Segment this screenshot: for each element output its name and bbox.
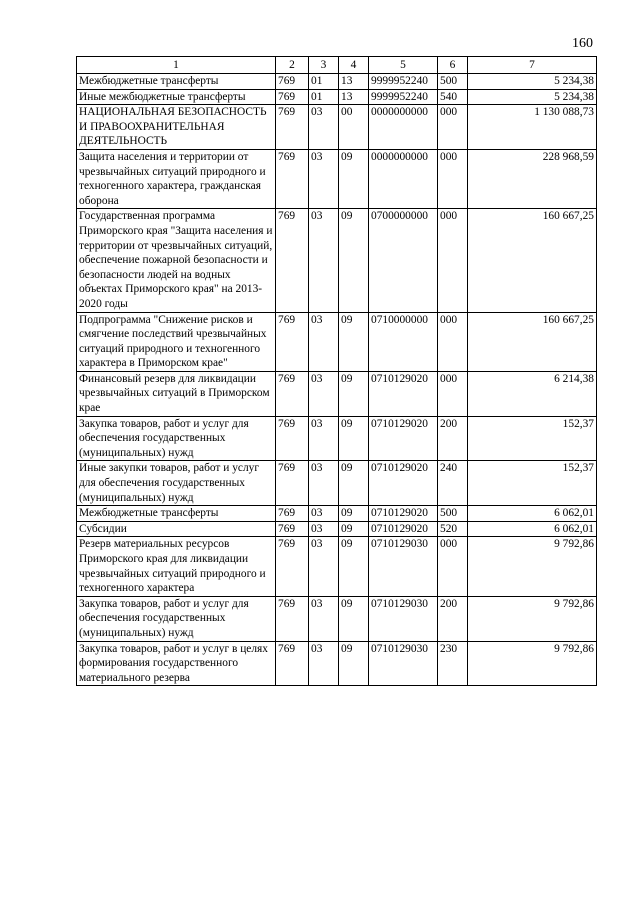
table-row xyxy=(77,105,597,150)
row-pr: 09 xyxy=(339,641,369,686)
row-vr: 240 xyxy=(438,461,468,506)
row-vr: 540 xyxy=(438,89,468,105)
row-csr: 0710129020 xyxy=(369,521,438,537)
row-csr: 0710129020 xyxy=(369,371,438,416)
row-amount: 6 062,01 xyxy=(468,506,597,522)
table-row xyxy=(77,416,597,461)
table-row xyxy=(77,521,597,537)
row-vr: 000 xyxy=(438,537,468,596)
row-csr: 9999952240 xyxy=(369,89,438,105)
row-amount: 5 234,38 xyxy=(468,74,597,90)
header-col-5: 5 xyxy=(369,57,438,74)
row-rz: 01 xyxy=(309,89,339,105)
row-name: Межбюджетные трансферты xyxy=(77,506,276,522)
row-csr: 0710129030 xyxy=(369,596,438,641)
row-amount: 152,37 xyxy=(468,416,597,461)
row-ved: 769 xyxy=(276,312,309,371)
row-csr: 0710000000 xyxy=(369,312,438,371)
row-pr: 09 xyxy=(339,371,369,416)
row-rz: 03 xyxy=(309,149,339,208)
row-pr: 09 xyxy=(339,312,369,371)
header-col-2: 2 xyxy=(276,57,309,74)
row-csr: 0710129020 xyxy=(369,461,438,506)
table-row xyxy=(77,371,597,416)
row-amount: 160 667,25 xyxy=(468,209,597,312)
row-ved: 769 xyxy=(276,371,309,416)
row-rz: 01 xyxy=(309,74,339,90)
row-pr: 00 xyxy=(339,105,369,150)
row-ved: 769 xyxy=(276,209,309,312)
row-amount: 9 792,86 xyxy=(468,596,597,641)
row-name: Резерв материальных ресурсов Приморского края для ликвидации чрезвычайных ситуаций природного и техногенного характера xyxy=(77,537,276,596)
row-rz: 03 xyxy=(309,312,339,371)
row-vr: 500 xyxy=(438,74,468,90)
row-csr: 9999952240 xyxy=(369,74,438,90)
row-amount: 6 062,01 xyxy=(468,521,597,537)
header-col-4: 4 xyxy=(339,57,369,74)
row-ved: 769 xyxy=(276,641,309,686)
row-vr: 000 xyxy=(438,312,468,371)
row-vr: 230 xyxy=(438,641,468,686)
row-ved: 769 xyxy=(276,74,309,90)
row-name: Субсидии xyxy=(77,521,276,537)
table-row xyxy=(77,149,597,208)
row-name: Подпрограмма "Снижение рисков и смягчение последствий чрезвычайных ситуаций природного и техногенного характера в Приморском крае" xyxy=(77,312,276,371)
row-amount: 5 234,38 xyxy=(468,89,597,105)
table-row xyxy=(77,506,597,522)
row-rz: 03 xyxy=(309,105,339,150)
row-amount: 160 667,25 xyxy=(468,312,597,371)
budget-table xyxy=(76,56,597,686)
row-ved: 769 xyxy=(276,149,309,208)
row-name: Финансовый резерв для ликвидации чрезвычайных ситуаций в Приморском крае xyxy=(77,371,276,416)
row-vr: 520 xyxy=(438,521,468,537)
row-csr: 0710129030 xyxy=(369,641,438,686)
row-name: Закупка товаров, работ и услуг в целях формирования государственного материального резерва xyxy=(77,641,276,686)
row-pr: 09 xyxy=(339,521,369,537)
row-rz: 03 xyxy=(309,537,339,596)
row-vr: 000 xyxy=(438,209,468,312)
table-row xyxy=(77,74,597,90)
row-name: Закупка товаров, работ и услуг для обеспечения государственных (муниципальных) нужд xyxy=(77,416,276,461)
row-ved: 769 xyxy=(276,416,309,461)
row-ved: 769 xyxy=(276,521,309,537)
header-col-3: 3 xyxy=(309,57,339,74)
row-ved: 769 xyxy=(276,596,309,641)
table-row xyxy=(77,209,597,312)
row-rz: 03 xyxy=(309,416,339,461)
row-name: Иные закупки товаров, работ и услуг для обеспечения государственных (муниципальных) нужд xyxy=(77,461,276,506)
row-vr: 000 xyxy=(438,149,468,208)
row-csr: 0700000000 xyxy=(369,209,438,312)
row-ved: 769 xyxy=(276,537,309,596)
row-pr: 09 xyxy=(339,506,369,522)
row-rz: 03 xyxy=(309,596,339,641)
page-number: 160 xyxy=(572,36,593,51)
table-row xyxy=(77,89,597,105)
row-name: Государственная программа Приморского края "Защита населения и территории от чрезвычайных ситуаций, обеспечение пожарной безопасности и безопасности людей на водных объектах Приморского края" на 2013-2020 годы xyxy=(77,209,276,312)
row-pr: 13 xyxy=(339,89,369,105)
row-name: Закупка товаров, работ и услуг для обеспечения государственных (муниципальных) нужд xyxy=(77,596,276,641)
row-ved: 769 xyxy=(276,105,309,150)
row-vr: 000 xyxy=(438,371,468,416)
row-name: НАЦИОНАЛЬНАЯ БЕЗОПАСНОСТЬ И ПРАВООХРАНИТЕЛЬНАЯ ДЕЯТЕЛЬНОСТЬ xyxy=(77,105,276,150)
row-amount: 152,37 xyxy=(468,461,597,506)
row-vr: 500 xyxy=(438,506,468,522)
row-rz: 03 xyxy=(309,506,339,522)
row-pr: 09 xyxy=(339,537,369,596)
row-amount: 1 130 088,73 xyxy=(468,105,597,150)
row-csr: 0710129020 xyxy=(369,506,438,522)
header-col-6: 6 xyxy=(438,57,468,74)
row-name: Иные межбюджетные трансферты xyxy=(77,89,276,105)
row-csr: 0710129020 xyxy=(369,416,438,461)
table-row xyxy=(77,312,597,371)
row-amount: 228 968,59 xyxy=(468,149,597,208)
header-col-7: 7 xyxy=(468,57,597,74)
row-rz: 03 xyxy=(309,461,339,506)
row-csr: 0000000000 xyxy=(369,149,438,208)
row-amount: 6 214,38 xyxy=(468,371,597,416)
table-row xyxy=(77,596,597,641)
header-col-1: 1 xyxy=(77,57,276,74)
row-amount: 9 792,86 xyxy=(468,537,597,596)
row-pr: 13 xyxy=(339,74,369,90)
row-rz: 03 xyxy=(309,521,339,537)
row-pr: 09 xyxy=(339,209,369,312)
row-name: Межбюджетные трансферты xyxy=(77,74,276,90)
row-ved: 769 xyxy=(276,506,309,522)
row-pr: 09 xyxy=(339,596,369,641)
row-ved: 769 xyxy=(276,461,309,506)
row-vr: 200 xyxy=(438,416,468,461)
row-pr: 09 xyxy=(339,149,369,208)
row-rz: 03 xyxy=(309,641,339,686)
row-csr: 0710129030 xyxy=(369,537,438,596)
row-vr: 200 xyxy=(438,596,468,641)
row-vr: 000 xyxy=(438,105,468,150)
row-rz: 03 xyxy=(309,371,339,416)
row-pr: 09 xyxy=(339,416,369,461)
row-csr: 0000000000 xyxy=(369,105,438,150)
row-amount: 9 792,86 xyxy=(468,641,597,686)
row-rz: 03 xyxy=(309,209,339,312)
table-row xyxy=(77,641,597,686)
table-row xyxy=(77,461,597,506)
table-row xyxy=(77,537,597,596)
row-name: Защита населения и территории от чрезвычайных ситуаций природного и техногенного характера, гражданская оборона xyxy=(77,149,276,208)
row-ved: 769 xyxy=(276,89,309,105)
table-header-row xyxy=(77,57,597,74)
row-pr: 09 xyxy=(339,461,369,506)
